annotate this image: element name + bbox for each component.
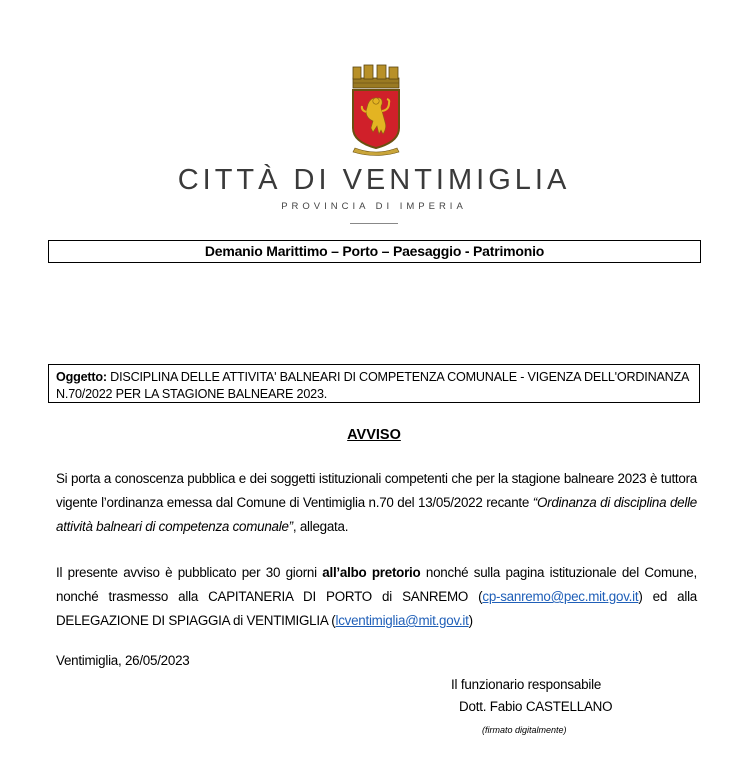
notice-paragraph-2 — [56, 561, 697, 633]
subject-text: DISCIPLINA DELLE ATTIVITA' BALNEARI DI COMPETENZA COMUNALE - VIGENZA DELL'ORDINANZA N.70/2022 PER LA STAGIONE BALNEARE 2023. — [56, 370, 689, 401]
crown-icon — [353, 65, 399, 88]
ribbon-icon — [353, 148, 399, 156]
paragraph-1-end: , allegata. — [292, 519, 349, 534]
paragraph-2-middle: nonché sulla pagina istituzionale del Comune, nonché trasmesso alla CAPITANERIA DI PORTO di SANREMO ( — [56, 565, 697, 604]
ordinance-title: “Ordinanza di disciplina delle attività balneari di competenza comunale” — [56, 495, 697, 534]
signer-name: Dott. Fabio CASTELLANO — [459, 699, 613, 714]
paragraph-2-middle-2: ) ed alla DELEGAZIONE DI SPIAGGIA di VENTIMIGLIA ( — [56, 589, 697, 628]
subject-label: Oggetto: — [56, 370, 107, 384]
subject-box — [48, 364, 700, 403]
email-link-delegazione[interactable]: lcventimiglia@mit.gov.it — [335, 613, 469, 628]
department-header: Demanio Marittimo – Porto – Paesaggio - Patrimonio — [48, 240, 701, 263]
divider — [350, 223, 398, 224]
city-coat-of-arms-icon — [349, 64, 403, 156]
notice-paragraph-1 — [56, 467, 697, 539]
notice-title: AVVISO — [347, 427, 401, 443]
paragraph-2-text: Il presente avviso è pubblicato per 30 giorni — [56, 565, 323, 580]
signer-title: Il funzionario responsabile — [451, 677, 602, 692]
province-name: PROVINCIA DI IMPERIA — [281, 201, 467, 212]
signature-note: (firmato digitalmente) — [482, 725, 567, 735]
email-link-capitaneria[interactable]: cp-sanremo@pec.mit.gov.it — [482, 589, 639, 604]
paragraph-1-text: Si porta a conoscenza pubblica e dei soggetti istituzionali competenti che per la stagione balneare 2023 è tuttora vigente l’ordinanza emessa dal Comune di Ventimiglia n.70 del 13/05/2022 recante — [56, 471, 697, 510]
place-date: Ventimiglia, 26/05/2023 — [56, 653, 190, 668]
city-name: CITTÀ DI VENTIMIGLIA — [177, 164, 571, 196]
paragraph-2-end: ) — [468, 613, 473, 628]
albo-pretorio-text: all’albo pretorio — [322, 565, 421, 580]
